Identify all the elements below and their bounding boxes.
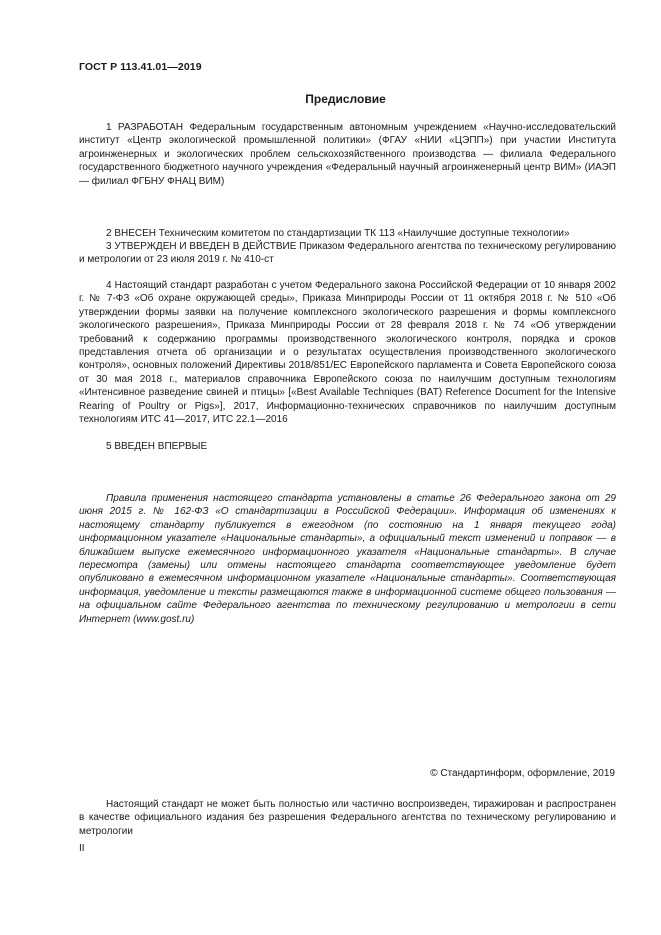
page-title: Предисловие <box>305 92 386 106</box>
paragraph-developed: 1 РАЗРАБОТАН Федеральным государственным автономным учреждением «Научно-исследовательский институт «Центр экологической промышленной политики» (ФГАУ «НИИ «ЦЭПП») при участии Института агроинженерных и экологических проблем сельскохозяйственного производства — филиала Федерального государственного бюджетного научного учреждения «Федеральный научный агроинженерный центр ВИМ» (ИАЭП — филиал ФГБНУ ФНАЦ ВИМ) <box>79 122 616 187</box>
paragraph-approved: 3 УТВЕРЖДЕН И ВВЕДЕН В ДЕЙСТВИЕ Приказом Федерального агентства по техническому регулированию и метрологии от 23 июля 2019 г. № 410-ст <box>79 241 616 266</box>
page-number: II <box>79 843 85 854</box>
standard-id-header: ГОСТ Р 113.41.01—2019 <box>79 61 202 73</box>
reproduction-notice: Настоящий стандарт не может быть полностью или частично воспроизведен, тиражирован и распространен в качестве официального издания без разрешения Федерального агентства по техническому регулированию и метрологии <box>79 799 616 837</box>
notice-italic: Правила применения настоящего стандарта установлены в статье 26 Федерального закона от 29 июня 2015 г. № 162-ФЗ «О стандартизации в Российской Федерации». Информация об изменениях к настоящему стандарту публикуется в ежегодном (по состоянию на 1 января текущего года) информационном указателе «Национальные стандарты», а официальный текст изменений и поправок — в ближайшем выпуске ежемесячного информационного указателя «Национальные стандарты». В случае пересмотра (замены) или отмены настоящего стандарта соответствующее уведомление будет опубликовано в ежемесячном информационном указателе «Национальные стандарты». Соответствующая информация, уведомление и тексты размещаются также в информационной системе общего пользования — на официальном сайте Федерального агентства по техническому регулированию и метрологии в сети Интернет (www.gost.ru) <box>79 493 616 625</box>
paragraph-first-introduced: 5 ВВЕДЕН ВПЕРВЫЕ <box>106 441 208 452</box>
paragraph-basis: 4 Настоящий стандарт разработан с учетом Федерального закона Российской Федерации от 10 января 2002 г. № 7-ФЗ «Об охране окружающей среды», Приказа Минприроды России от 11 октября 2018 г. № 510 «Об утверждении формы заявки на получение комплексного экологического разрешения и формы комплексного экологического разрешения», Приказа Минприроды России от 28 февраля 2018 г. № 74 «Об утверждении требований к содержанию программы производственного экологического контроля, порядка и сроков представления отчета об организации и о результатах осуществления производственного экологического контроля», основных положений Директивы 2018/851/ЕС Европейского парламента и Совета Европейского союза от 30 мая 2018 г., материалов справочника Европейского союза по наилучшим доступным технологиям «Интенсивное разведение свиней и птицы» [«Best Available Techniques (BAT) Reference Document for the Intensive Rearing of Poultry or Pigs»], 2017, Информационно-технических справочников по наилучшим доступным технологиям ИТС 41—2017, ИТС 22.1—2016 <box>79 280 616 426</box>
paragraph-introduced: 2 ВНЕСЕН Техническим комитетом по стандартизации ТК 113 «Наилучшие доступные технологии» <box>106 228 570 239</box>
page-title-wrapper <box>0 92 661 106</box>
copyright-line: © Стандартинформ, оформление, 2019 <box>430 768 615 779</box>
